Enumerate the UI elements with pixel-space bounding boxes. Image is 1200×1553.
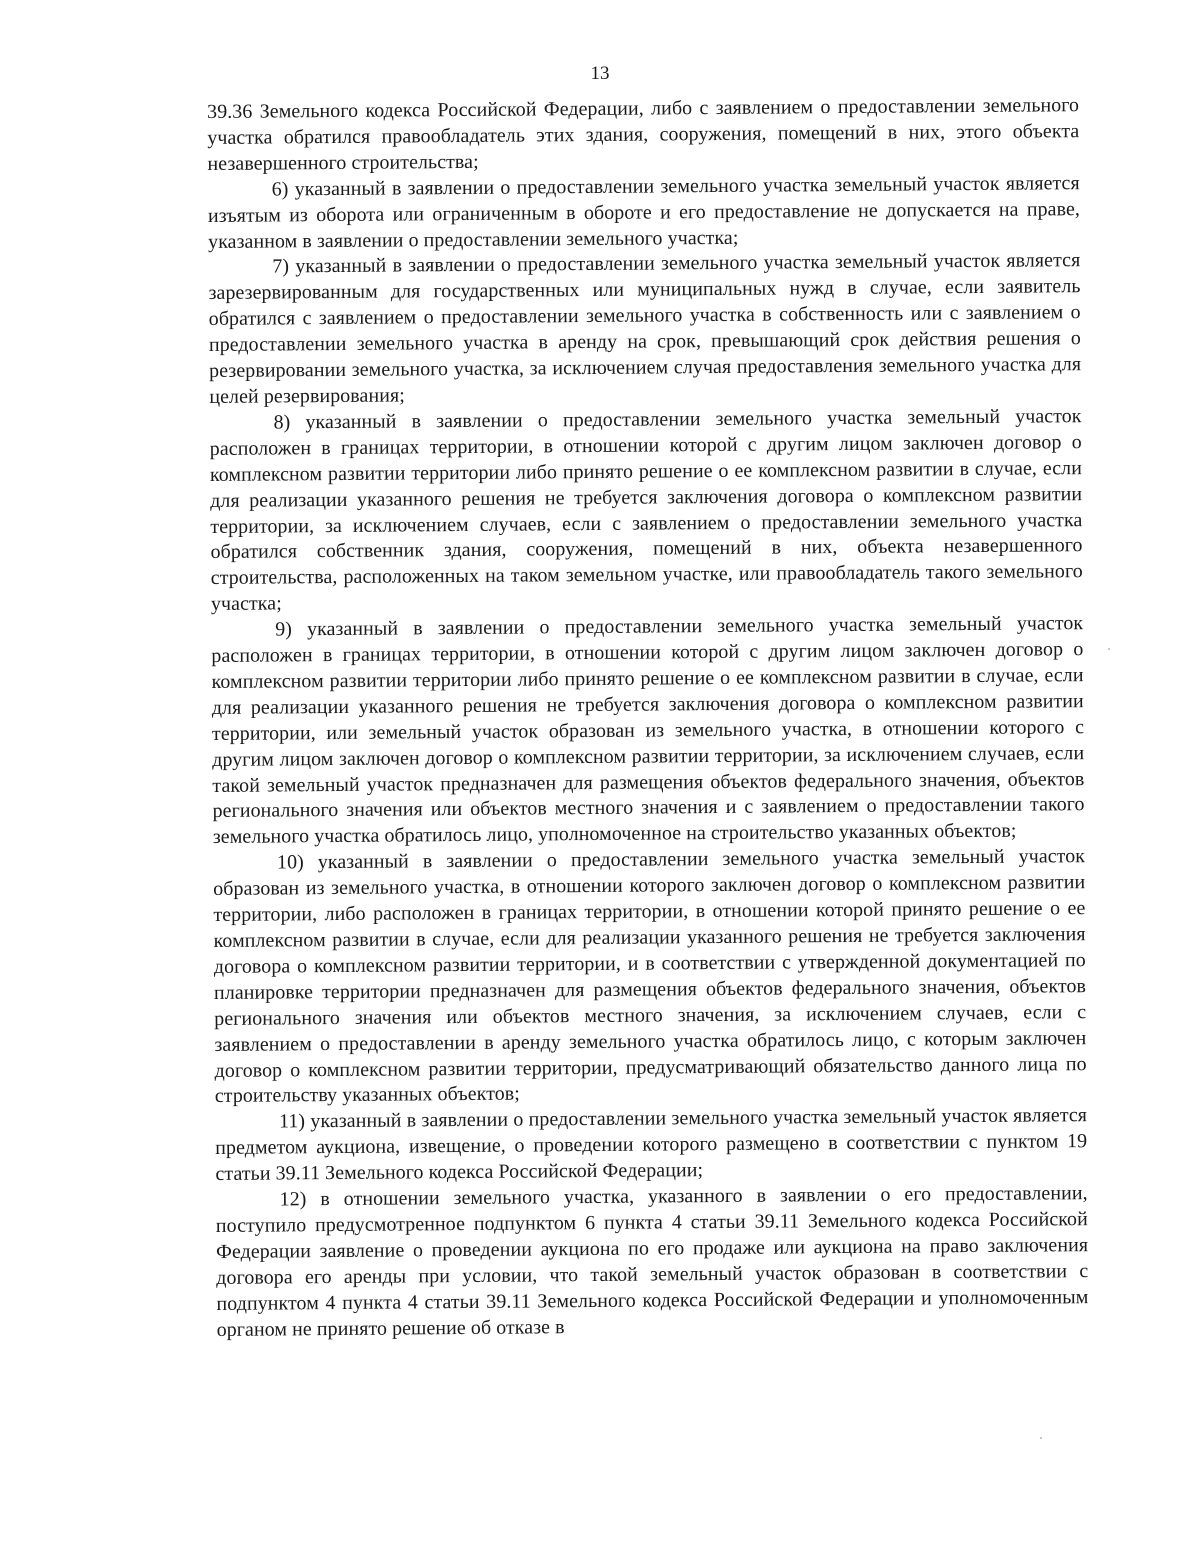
paragraph-item-9: 9) указанный в заявлении о предоставлении земельного участка земельный участок расположен в границах территории, в отношении которой с другим лицом заключен договор о комплексном развитии территории либо принято решение о ее комплексном развитии в случае, если для реализации указанного решения не требуется заключения договора о комплексном развитии территории, или земельный участок образован из земельного участка, в отношении которого с другим лицом заключен договор о комплексном развитии территории, за исключением случаев, если такой земельный участок предназначен для размещения объектов федерального значения, объектов регионального значения или объектов местного значения и с заявлением о предоставлении такого земельного участка обратилось лицо, уполномоченное на строительство указанных объектов;	[211, 612, 1085, 849]
page-number: 13	[590, 63, 610, 84]
paragraph-item-8: 8) указанный в заявлении о предоставлении земельного участка земельный участок расположен в границах территории, в отношении которой с другим лицом заключен договор о комплексном развитии территории либо принято решение о ее комплексном развитии в случае, если для реализации указанного решения не требуется заключения договора о комплексном развитии территории, за исключением случаев, если с заявлением о предоставлении земельного участка обратился собственник здания, сооружения, помещений в них, объекта незавершенного строительства, расположенных на таком земельном участке, или правообладатель такого земельного участка;	[209, 405, 1083, 616]
scan-speck	[1040, 1437, 1042, 1439]
paragraph-item-6: 6) указанный в заявлении о предоставлении земельного участка земельный участок является изъятым из оборота или ограниченным в обороте и его предоставление не допускается на праве, указанном в заявлении о предоставлении земельного участка;	[207, 171, 1080, 253]
paragraph-item-7: 7) указанный в заявлении о предоставлении земельного участка земельный участок является зарезервированным для государственных или муниципальных нужд в случае, если заявитель обратился с заявлением о предоставлении земельного участка в собственность или с заявлением о предоставлении земельного участка в аренду на срок, превышающий срок действия решения о резервировании земельного участка, за исключением случая предоставления земельного участка для целей резервирования;	[208, 249, 1082, 408]
paragraph-item-12: 12) в отношении земельного участка, указанного в заявлении о его предоставлении, поступило предусмотренное подпунктом 6 пункта 4 статьи 39.11 Земельного кодекса Российской Федерации заявление о проведении аукциона по его продаже или аукциона на право заключения договора его аренды при условии, что такой земельный участок образован в соответствии с подпунктом 4 пункта 4 статьи 39.11 Земельного кодекса Российской Федерации и уполномоченным органом не принято решение об отказе в	[215, 1182, 1089, 1341]
document-body	[207, 93, 1089, 1343]
paragraph-continuation: 39.36 Земельного кодекса Российской Федерации, либо с заявлением о предоставлении земельного участка обратился правообладатель этих здания, сооружения, помещений в них, этого объекта незавершенного строительства;	[207, 94, 1080, 175]
paragraph-item-11: 11) указанный в заявлении о предоставлении земельного участка земельный участок является предметом аукциона, извещение, о проведении которого размещено в соответствии с пунктом 19 статьи 39.11 Земельного кодекса Российской Федерации;	[215, 1104, 1088, 1186]
paragraph-item-10: 10) указанный в заявлении о предоставлении земельного участка земельный участок образован из земельного участка, в отношении которого заключен договор о комплексном развитии территории, либо расположен в границах территории, в отношении которой принято решение о ее комплексном развитии в случае, если для реализации указанного решения не требуется заключения договора о комплексном развитии территории, и в соответствии с утвержденной документацией по планировке территории предназначен для размещения объектов федерального значения, объектов регионального значения или объектов местного значения, за исключением случаев, если с заявлением о предоставлении в аренду земельного участка обратилось лицо, с которым заключен договор о комплексном развитии территории, предусматривающий обязательство данного лица по строительству указанных объектов;	[213, 845, 1087, 1108]
scan-speck	[1108, 648, 1110, 650]
